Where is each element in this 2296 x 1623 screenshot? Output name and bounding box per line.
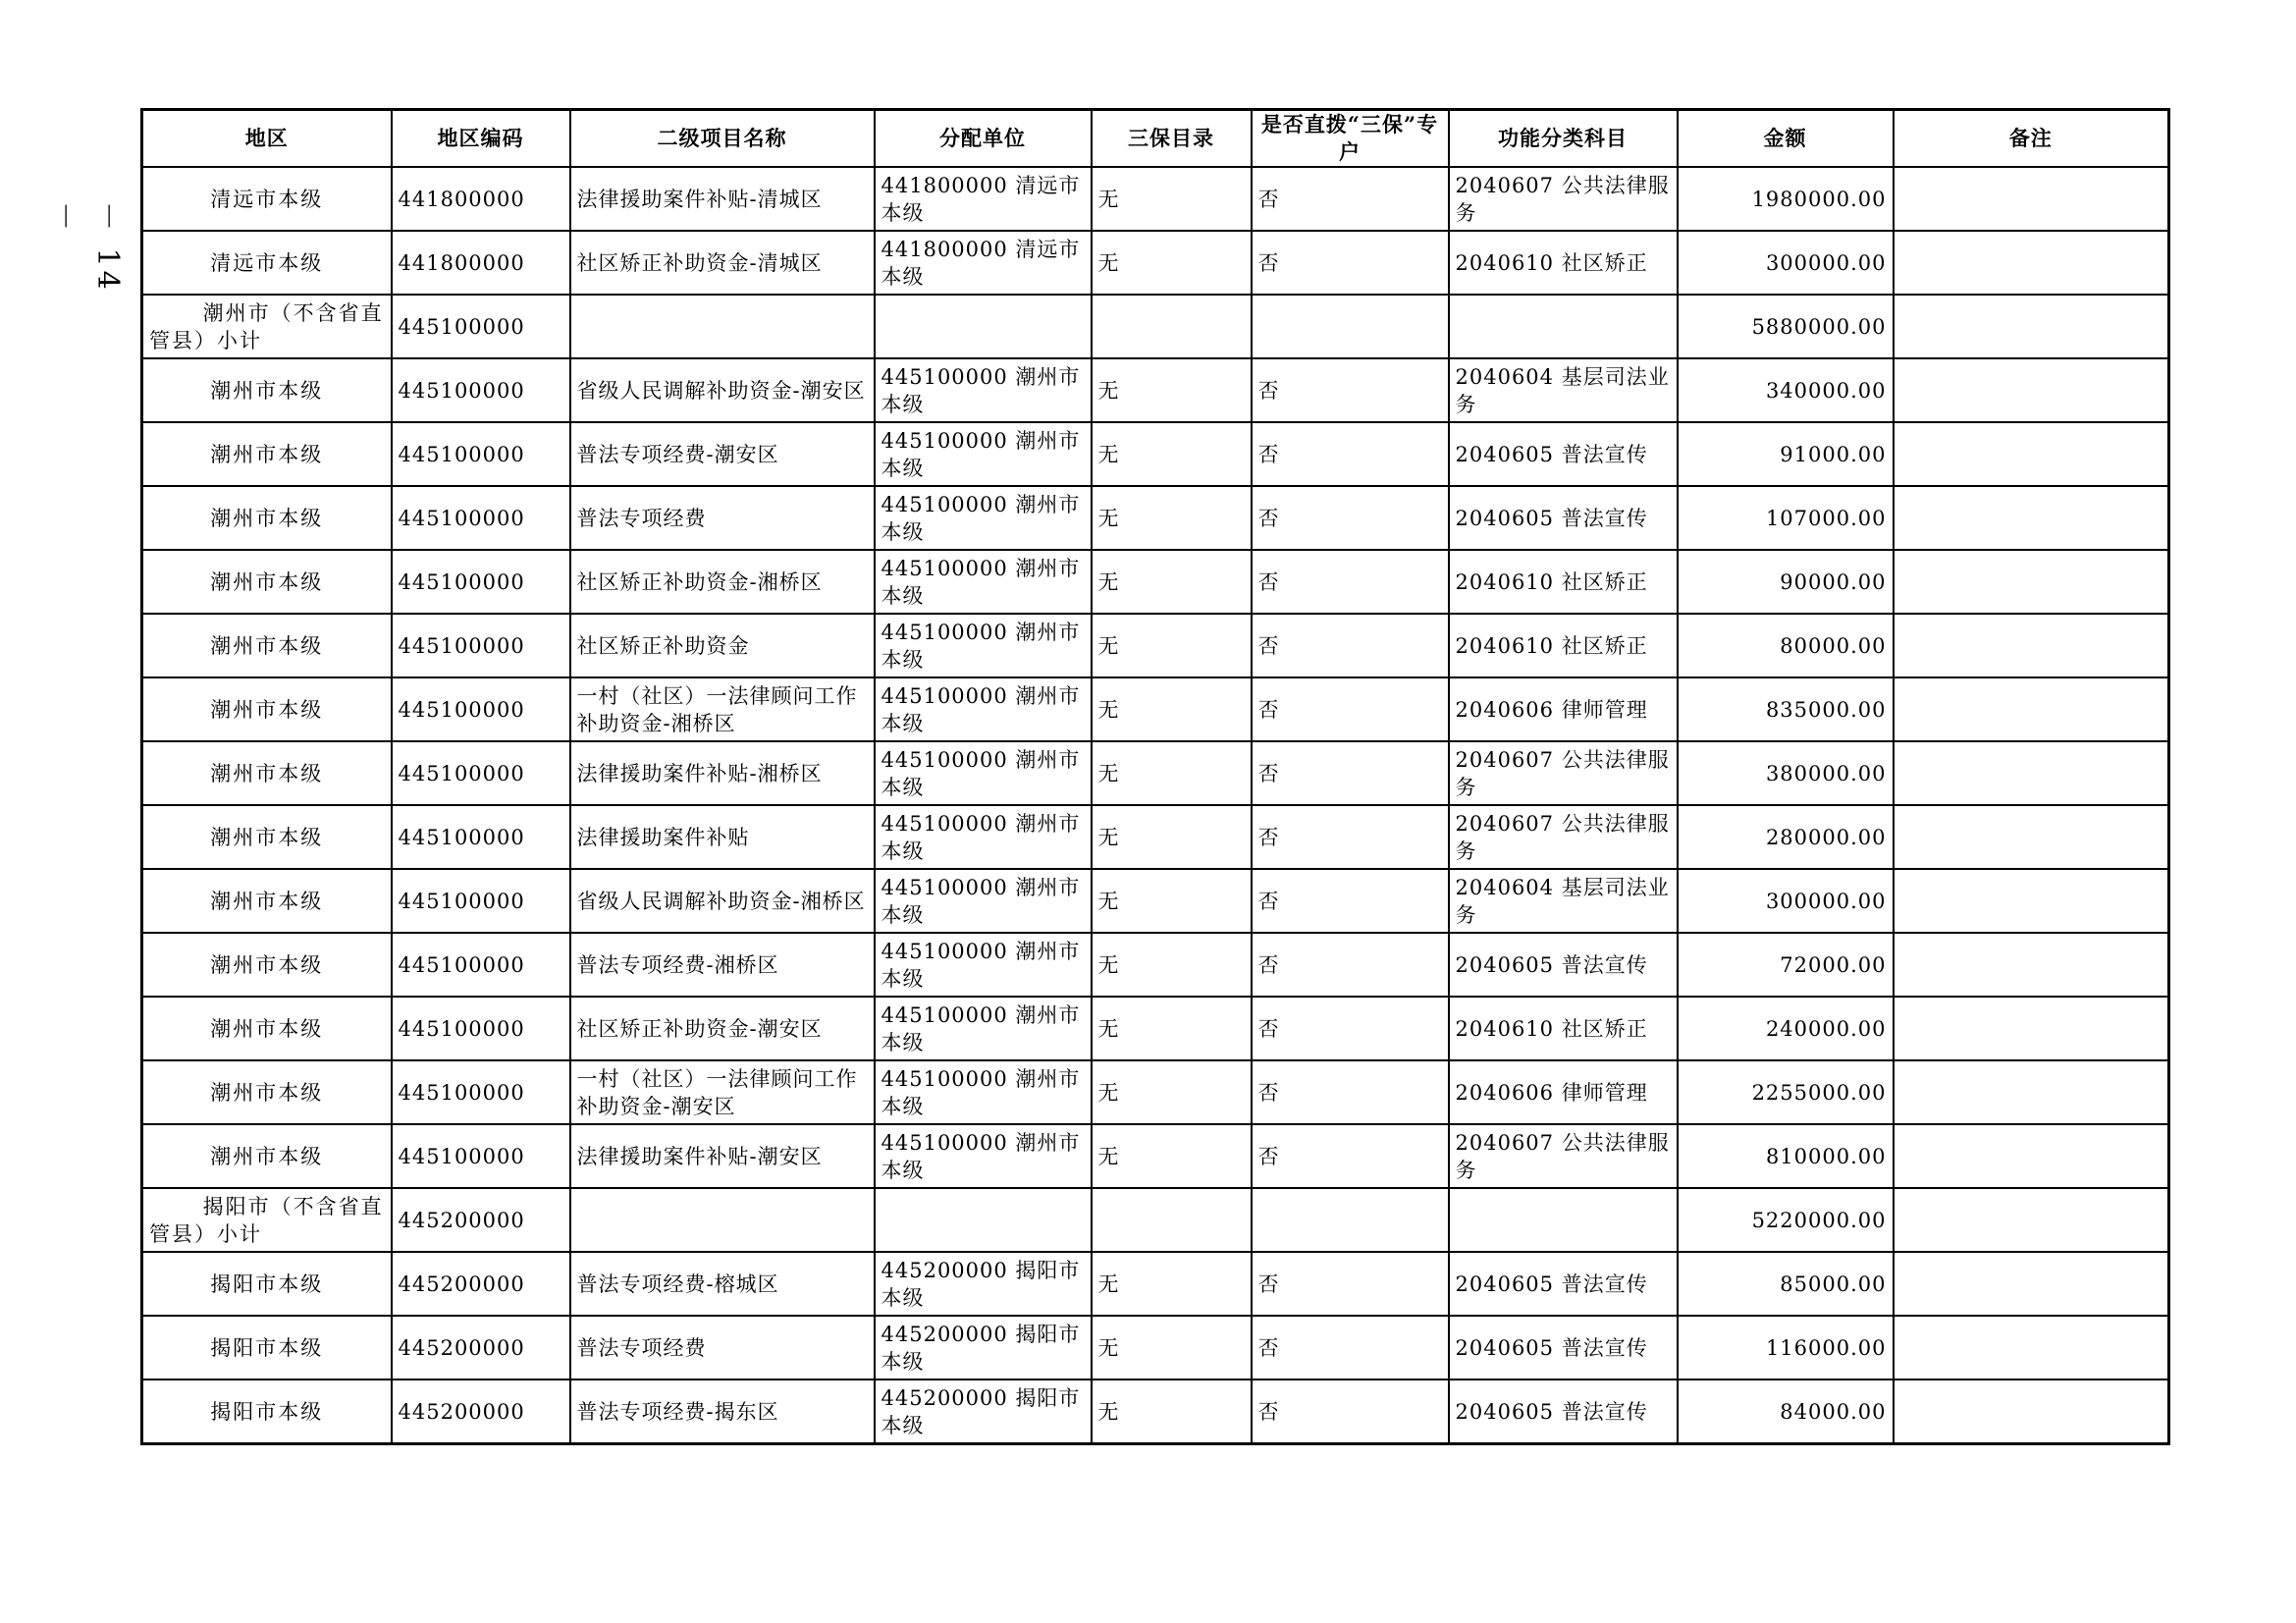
cell-direct-transfer: 否 bbox=[1252, 486, 1449, 550]
cell-region: 潮州市本级 bbox=[142, 358, 392, 422]
cell-region: 潮州市本级 bbox=[142, 805, 392, 869]
cell-project-name: 一村（社区）一法律顾问工作补助资金-潮安区 bbox=[570, 1060, 875, 1124]
cell-project-name: 普法专项经费-榕城区 bbox=[570, 1252, 875, 1316]
cell-region: 潮州市（不含省直管县）小计 bbox=[142, 295, 392, 358]
cell-project-name: 法律援助案件补贴-清城区 bbox=[570, 167, 875, 231]
cell-amount: 280000.00 bbox=[1678, 805, 1894, 869]
table-row bbox=[142, 486, 2169, 550]
cell-function-category: 2040605 普法宣传 bbox=[1449, 1316, 1678, 1380]
header-project-name: 二级项目名称 bbox=[570, 110, 875, 168]
cell-function-category: 2040607 公共法律服务 bbox=[1449, 1124, 1678, 1188]
cell-region-code: 445100000 bbox=[392, 486, 570, 550]
cell-allocation-unit: 445100000 潮州市本级 bbox=[875, 358, 1092, 422]
cell-sanbao-catalog: 无 bbox=[1092, 231, 1252, 295]
cell-direct-transfer: 否 bbox=[1252, 1060, 1449, 1124]
cell-region: 揭阳市本级 bbox=[142, 1316, 392, 1380]
cell-remarks bbox=[1894, 614, 2169, 677]
cell-function-category: 2040610 社区矫正 bbox=[1449, 997, 1678, 1060]
cell-function-category: 2040605 普法宣传 bbox=[1449, 1252, 1678, 1316]
cell-sanbao-catalog: 无 bbox=[1092, 614, 1252, 677]
cell-function-category: 2040605 普法宣传 bbox=[1449, 1380, 1678, 1444]
table-row-subtotal bbox=[142, 295, 2169, 358]
cell-allocation-unit: 445100000 潮州市本级 bbox=[875, 614, 1092, 677]
cell-amount: 340000.00 bbox=[1678, 358, 1894, 422]
cell-project-name: 普法专项经费-潮安区 bbox=[570, 422, 875, 486]
cell-amount: 72000.00 bbox=[1678, 933, 1894, 997]
cell-direct-transfer bbox=[1252, 295, 1449, 358]
cell-function-category: 2040607 公共法律服务 bbox=[1449, 741, 1678, 805]
cell-region: 揭阳市本级 bbox=[142, 1252, 392, 1316]
cell-region-code: 445100000 bbox=[392, 358, 570, 422]
cell-direct-transfer: 否 bbox=[1252, 422, 1449, 486]
cell-direct-transfer: 否 bbox=[1252, 805, 1449, 869]
cell-region: 潮州市本级 bbox=[142, 486, 392, 550]
table-row bbox=[142, 1060, 2169, 1124]
cell-allocation-unit: 445100000 潮州市本级 bbox=[875, 997, 1092, 1060]
cell-project-name: 法律援助案件补贴-湘桥区 bbox=[570, 741, 875, 805]
cell-amount: 80000.00 bbox=[1678, 614, 1894, 677]
cell-function-category: 2040610 社区矫正 bbox=[1449, 231, 1678, 295]
cell-allocation-unit: 445200000 揭阳市本级 bbox=[875, 1252, 1092, 1316]
cell-allocation-unit: 445100000 潮州市本级 bbox=[875, 805, 1092, 869]
table-row-subtotal bbox=[142, 1188, 2169, 1252]
cell-direct-transfer: 否 bbox=[1252, 1380, 1449, 1444]
cell-direct-transfer: 否 bbox=[1252, 677, 1449, 741]
cell-sanbao-catalog: 无 bbox=[1092, 933, 1252, 997]
cell-allocation-unit: 445200000 揭阳市本级 bbox=[875, 1380, 1092, 1444]
cell-project-name: 省级人民调解补助资金-潮安区 bbox=[570, 358, 875, 422]
cell-region-code: 441800000 bbox=[392, 167, 570, 231]
page-number: － 14 － bbox=[47, 201, 125, 294]
cell-allocation-unit: 445100000 潮州市本级 bbox=[875, 1124, 1092, 1188]
cell-amount: 90000.00 bbox=[1678, 550, 1894, 614]
cell-region-code: 445100000 bbox=[392, 1060, 570, 1124]
cell-region: 潮州市本级 bbox=[142, 869, 392, 933]
cell-sanbao-catalog: 无 bbox=[1092, 1380, 1252, 1444]
cell-region: 潮州市本级 bbox=[142, 550, 392, 614]
cell-project-name bbox=[570, 1188, 875, 1252]
header-direct-transfer: 是否直拨“三保”专户 bbox=[1252, 110, 1449, 168]
cell-function-category: 2040605 普法宣传 bbox=[1449, 486, 1678, 550]
cell-region-code: 445100000 bbox=[392, 869, 570, 933]
cell-allocation-unit: 445100000 潮州市本级 bbox=[875, 422, 1092, 486]
cell-remarks bbox=[1894, 997, 2169, 1060]
cell-direct-transfer: 否 bbox=[1252, 1124, 1449, 1188]
cell-sanbao-catalog bbox=[1092, 1188, 1252, 1252]
cell-sanbao-catalog: 无 bbox=[1092, 1316, 1252, 1380]
cell-remarks bbox=[1894, 167, 2169, 231]
cell-amount: 1980000.00 bbox=[1678, 167, 1894, 231]
cell-region-code: 445100000 bbox=[392, 677, 570, 741]
cell-direct-transfer: 否 bbox=[1252, 358, 1449, 422]
table-row bbox=[142, 997, 2169, 1060]
table-row bbox=[142, 677, 2169, 741]
cell-amount: 91000.00 bbox=[1678, 422, 1894, 486]
cell-project-name: 普法专项经费 bbox=[570, 1316, 875, 1380]
cell-direct-transfer: 否 bbox=[1252, 231, 1449, 295]
cell-function-category: 2040607 公共法律服务 bbox=[1449, 167, 1678, 231]
cell-region-code: 445100000 bbox=[392, 1124, 570, 1188]
cell-region: 清远市本级 bbox=[142, 231, 392, 295]
cell-sanbao-catalog: 无 bbox=[1092, 805, 1252, 869]
cell-region: 潮州市本级 bbox=[142, 997, 392, 1060]
cell-function-category: 2040610 社区矫正 bbox=[1449, 550, 1678, 614]
cell-amount: 300000.00 bbox=[1678, 231, 1894, 295]
cell-function-category: 2040607 公共法律服务 bbox=[1449, 805, 1678, 869]
cell-allocation-unit: 445100000 潮州市本级 bbox=[875, 677, 1092, 741]
cell-remarks bbox=[1894, 677, 2169, 741]
header-region: 地区 bbox=[142, 110, 392, 168]
header-remarks: 备注 bbox=[1894, 110, 2169, 168]
cell-project-name: 社区矫正补助资金 bbox=[570, 614, 875, 677]
cell-remarks bbox=[1894, 805, 2169, 869]
cell-sanbao-catalog: 无 bbox=[1092, 422, 1252, 486]
cell-allocation-unit: 445100000 潮州市本级 bbox=[875, 1060, 1092, 1124]
cell-remarks bbox=[1894, 358, 2169, 422]
cell-region-code: 445200000 bbox=[392, 1188, 570, 1252]
cell-project-name: 法律援助案件补贴-潮安区 bbox=[570, 1124, 875, 1188]
cell-allocation-unit: 445100000 潮州市本级 bbox=[875, 741, 1092, 805]
cell-region: 潮州市本级 bbox=[142, 741, 392, 805]
cell-region: 潮州市本级 bbox=[142, 1124, 392, 1188]
cell-function-category: 2040604 基层司法业务 bbox=[1449, 869, 1678, 933]
table-row bbox=[142, 869, 2169, 933]
cell-amount: 810000.00 bbox=[1678, 1124, 1894, 1188]
cell-region-code: 441800000 bbox=[392, 231, 570, 295]
table-row bbox=[142, 231, 2169, 295]
cell-allocation-unit: 445100000 潮州市本级 bbox=[875, 486, 1092, 550]
cell-region: 潮州市本级 bbox=[142, 1060, 392, 1124]
table-row bbox=[142, 1252, 2169, 1316]
cell-sanbao-catalog: 无 bbox=[1092, 1060, 1252, 1124]
cell-function-category: 2040606 律师管理 bbox=[1449, 677, 1678, 741]
cell-region: 潮州市本级 bbox=[142, 677, 392, 741]
header-region-code: 地区编码 bbox=[392, 110, 570, 168]
cell-remarks bbox=[1894, 1124, 2169, 1188]
cell-allocation-unit: 445100000 潮州市本级 bbox=[875, 869, 1092, 933]
cell-project-name: 法律援助案件补贴 bbox=[570, 805, 875, 869]
cell-allocation-unit: 441800000 清远市本级 bbox=[875, 231, 1092, 295]
cell-allocation-unit bbox=[875, 1188, 1092, 1252]
cell-direct-transfer: 否 bbox=[1252, 550, 1449, 614]
cell-direct-transfer: 否 bbox=[1252, 1316, 1449, 1380]
table-row bbox=[142, 167, 2169, 231]
cell-sanbao-catalog: 无 bbox=[1092, 358, 1252, 422]
cell-sanbao-catalog bbox=[1092, 295, 1252, 358]
header-allocation-unit: 分配单位 bbox=[875, 110, 1092, 168]
cell-direct-transfer bbox=[1252, 1188, 1449, 1252]
cell-function-category: 2040605 普法宣传 bbox=[1449, 422, 1678, 486]
cell-region-code: 445100000 bbox=[392, 550, 570, 614]
cell-sanbao-catalog: 无 bbox=[1092, 997, 1252, 1060]
cell-sanbao-catalog: 无 bbox=[1092, 677, 1252, 741]
table-body bbox=[142, 167, 2169, 1444]
cell-region-code: 445100000 bbox=[392, 997, 570, 1060]
cell-region-code: 445200000 bbox=[392, 1316, 570, 1380]
cell-amount: 85000.00 bbox=[1678, 1252, 1894, 1316]
cell-project-name: 社区矫正补助资金-湘桥区 bbox=[570, 550, 875, 614]
cell-remarks bbox=[1894, 550, 2169, 614]
cell-remarks bbox=[1894, 231, 2169, 295]
table-row bbox=[142, 614, 2169, 677]
cell-allocation-unit: 445100000 潮州市本级 bbox=[875, 550, 1092, 614]
cell-sanbao-catalog: 无 bbox=[1092, 1252, 1252, 1316]
table-row bbox=[142, 1124, 2169, 1188]
cell-region: 潮州市本级 bbox=[142, 614, 392, 677]
cell-amount: 240000.00 bbox=[1678, 997, 1894, 1060]
table-row bbox=[142, 805, 2169, 869]
table-row bbox=[142, 1316, 2169, 1380]
cell-project-name: 普法专项经费 bbox=[570, 486, 875, 550]
cell-direct-transfer: 否 bbox=[1252, 741, 1449, 805]
cell-region-code: 445200000 bbox=[392, 1252, 570, 1316]
cell-direct-transfer: 否 bbox=[1252, 997, 1449, 1060]
cell-region-code: 445100000 bbox=[392, 741, 570, 805]
cell-project-name: 社区矫正补助资金-潮安区 bbox=[570, 997, 875, 1060]
allocation-table bbox=[140, 108, 2170, 1445]
cell-remarks bbox=[1894, 869, 2169, 933]
cell-function-category bbox=[1449, 295, 1678, 358]
cell-amount: 5220000.00 bbox=[1678, 1188, 1894, 1252]
cell-project-name: 一村（社区）一法律顾问工作补助资金-湘桥区 bbox=[570, 677, 875, 741]
cell-function-category: 2040610 社区矫正 bbox=[1449, 614, 1678, 677]
table-row bbox=[142, 741, 2169, 805]
cell-amount: 300000.00 bbox=[1678, 869, 1894, 933]
cell-allocation-unit: 441800000 清远市本级 bbox=[875, 167, 1092, 231]
table-row bbox=[142, 933, 2169, 997]
cell-remarks bbox=[1894, 1380, 2169, 1444]
cell-direct-transfer: 否 bbox=[1252, 614, 1449, 677]
cell-region: 潮州市本级 bbox=[142, 422, 392, 486]
table-row bbox=[142, 1380, 2169, 1444]
cell-remarks bbox=[1894, 1060, 2169, 1124]
table-header-row bbox=[142, 110, 2169, 168]
table-row bbox=[142, 422, 2169, 486]
cell-project-name: 普法专项经费-湘桥区 bbox=[570, 933, 875, 997]
cell-sanbao-catalog: 无 bbox=[1092, 550, 1252, 614]
cell-remarks bbox=[1894, 1252, 2169, 1316]
cell-sanbao-catalog: 无 bbox=[1092, 741, 1252, 805]
cell-region-code: 445100000 bbox=[392, 614, 570, 677]
cell-region: 清远市本级 bbox=[142, 167, 392, 231]
cell-region: 揭阳市本级 bbox=[142, 1380, 392, 1444]
cell-region: 潮州市本级 bbox=[142, 933, 392, 997]
cell-direct-transfer: 否 bbox=[1252, 933, 1449, 997]
cell-region-code: 445100000 bbox=[392, 933, 570, 997]
cell-allocation-unit: 445200000 揭阳市本级 bbox=[875, 1316, 1092, 1380]
cell-region-code: 445100000 bbox=[392, 422, 570, 486]
cell-function-category bbox=[1449, 1188, 1678, 1252]
header-amount: 金额 bbox=[1678, 110, 1894, 168]
header-function-category: 功能分类科目 bbox=[1449, 110, 1678, 168]
cell-direct-transfer: 否 bbox=[1252, 167, 1449, 231]
cell-amount: 380000.00 bbox=[1678, 741, 1894, 805]
cell-project-name: 普法专项经费-揭东区 bbox=[570, 1380, 875, 1444]
cell-remarks bbox=[1894, 295, 2169, 358]
cell-sanbao-catalog: 无 bbox=[1092, 167, 1252, 231]
cell-amount: 116000.00 bbox=[1678, 1316, 1894, 1380]
cell-remarks bbox=[1894, 486, 2169, 550]
cell-direct-transfer: 否 bbox=[1252, 869, 1449, 933]
cell-direct-transfer: 否 bbox=[1252, 1252, 1449, 1316]
header-sanbao-catalog: 三保目录 bbox=[1092, 110, 1252, 168]
cell-remarks bbox=[1894, 933, 2169, 997]
cell-remarks bbox=[1894, 1188, 2169, 1252]
cell-region-code: 445100000 bbox=[392, 295, 570, 358]
cell-function-category: 2040606 律师管理 bbox=[1449, 1060, 1678, 1124]
cell-allocation-unit bbox=[875, 295, 1092, 358]
cell-remarks bbox=[1894, 1316, 2169, 1380]
cell-region-code: 445100000 bbox=[392, 805, 570, 869]
cell-project-name: 省级人民调解补助资金-湘桥区 bbox=[570, 869, 875, 933]
cell-amount: 84000.00 bbox=[1678, 1380, 1894, 1444]
cell-amount: 835000.00 bbox=[1678, 677, 1894, 741]
cell-sanbao-catalog: 无 bbox=[1092, 869, 1252, 933]
table-row bbox=[142, 358, 2169, 422]
cell-amount: 5880000.00 bbox=[1678, 295, 1894, 358]
cell-remarks bbox=[1894, 422, 2169, 486]
cell-function-category: 2040604 基层司法业务 bbox=[1449, 358, 1678, 422]
cell-sanbao-catalog: 无 bbox=[1092, 1124, 1252, 1188]
cell-region: 揭阳市（不含省直管县）小计 bbox=[142, 1188, 392, 1252]
cell-function-category: 2040605 普法宣传 bbox=[1449, 933, 1678, 997]
cell-allocation-unit: 445100000 潮州市本级 bbox=[875, 933, 1092, 997]
cell-sanbao-catalog: 无 bbox=[1092, 486, 1252, 550]
cell-project-name bbox=[570, 295, 875, 358]
cell-amount: 2255000.00 bbox=[1678, 1060, 1894, 1124]
cell-amount: 107000.00 bbox=[1678, 486, 1894, 550]
table-row bbox=[142, 550, 2169, 614]
cell-region-code: 445200000 bbox=[392, 1380, 570, 1444]
cell-remarks bbox=[1894, 741, 2169, 805]
cell-project-name: 社区矫正补助资金-清城区 bbox=[570, 231, 875, 295]
